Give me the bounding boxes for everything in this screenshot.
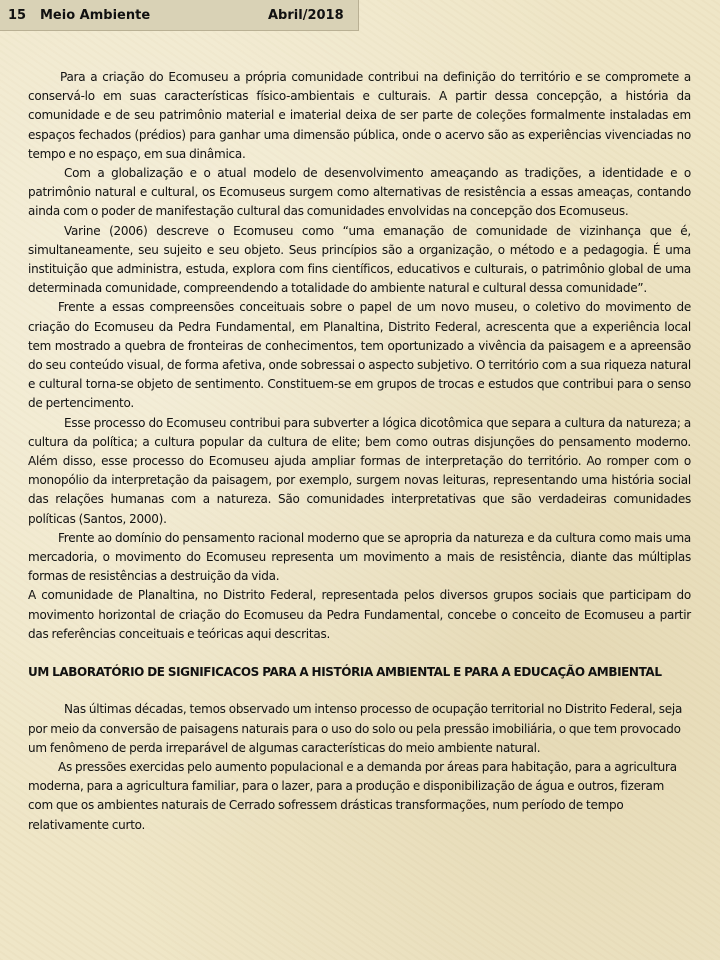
paragraph: Esse processo do Ecomuseu contribui para subverter a lógica dicotômica que separa a cultura da natureza; a cultura da política; a cultura popular da cultura de elite; bem como outras disjunções do pensamento moderno. Além disso, esse processo do Ecomuseu ajuda ampliar formas de interpretação do território. Ao romper com o monopólio da interpretação da paisagem, por exemplo, surgem novas leituras, representando uma história social das relações humanas com a natureza. São comunidades interpretativas que são verdadeiras comunidades políticas (Santos, 2000).	[28, 415, 691, 526]
page-header	[0, 0, 359, 31]
paragraph: Para a criação do Ecomuseu a própria comunidade contribui na definição do território e se compromete a conservá-lo em suas características físico-ambientais e culturais. A partir dessa concepção, a história da comunidade e de seu patrimônio material e imaterial deixa de ser parte de coleções formalmente instaladas em espaços fechados (prédios) para ganhar uma dimensão pública, onde o acervo são as experiências vivenciadas no tempo e no espaço, em sua dinâmica.	[28, 70, 691, 161]
paragraph: Frente a essas compreensões conceituais sobre o papel de um novo museu, o coletivo do movimento de criação do Ecomuseu da Pedra Fundamental, em Planaltina, Distrito Federal, acrescenta que a experiência local tem mostrado a quebra de fronteiras de conhecimentos, tem oportunizado a vivência da paisagem e a apreensão do seu conteúdo visual, de forma afetiva, onde sobressai o aspecto subjetivo. O território com a sua riqueza natural e cultural torna-se objeto de sentimento. Constituem-se em grupos de trocas e estudos que contribui para o senso de pertencimento.	[28, 300, 691, 411]
page-number: 15	[8, 8, 27, 23]
paragraph: As pressões exercidas pelo aumento populacional e a demanda por áreas para habitação, para a agricultura moderna, para a agricultura familiar, para o lazer, para a produção e disponibilização de água e outros, fizeram com que os ambientes naturais de Cerrado sofressem drásticas transformações, num período de tempo relativamente curto.	[28, 759, 677, 832]
paragraph: Nas últimas décadas, temos observado um intenso processo de ocupação territorial no Distrito Federal, seja por meio da conversão de paisagens naturais para o uso do solo ou pela pressão imobiliária, o que tem provocado um fenômeno de perda irreparável de algumas características do meio ambiente natural.	[28, 702, 683, 755]
paragraph: Varine (2006) descreve o Ecomuseu como “uma emanação de comunidade de vizinhança que é, simultaneamente, seu sujeito e seu objeto. Seus princípios são a organização, o método e a pedagogia. É uma instituição que administra, estuda, explora com fins científicos, educativos e culturais, o patrimônio global de uma determinada comunidade, compreendendo a totalidade do ambiente natural e cultural dessa comunidade”.	[28, 223, 691, 296]
paragraph: Frente ao domínio do pensamento racional moderno que se apropria da natureza e da cultura como mais uma mercadoria, o movimento do Ecomuseu representa um movimento a mais de resistência, diante das múltiplas formas de resistências a destruição da vida.	[28, 530, 691, 584]
article-body	[28, 68, 691, 835]
paragraph: A comunidade de Planaltina, no Distrito Federal, representada pelos diversos grupos sociais que participam do movimento horizontal de criação do Ecomuseu da Pedra Fundamental, concebe o conceito de Ecomuseu a partir das referências conceituais e teóricas aqui descritas.	[28, 588, 691, 641]
section-heading: UM LABORATÓRIO DE SIGNIFICACOS PARA A HISTÓRIA AMBIENTAL E PARA A EDUCAÇÃO AMBIENTAL	[28, 665, 662, 680]
paragraph: Com a globalização e o atual modelo de desenvolvimento ameaçando as tradições, a identidade e o patrimônio natural e cultural, os Ecomuseus surgem como alternativas de resistência a essas ameaças, contando ainda com o poder de manifestação cultural das comunidades envolvidas na concepção dos Ecomuseus.	[28, 166, 691, 219]
issue-date: Abril/2018	[268, 8, 344, 23]
section-title: Meio Ambiente	[40, 8, 151, 23]
